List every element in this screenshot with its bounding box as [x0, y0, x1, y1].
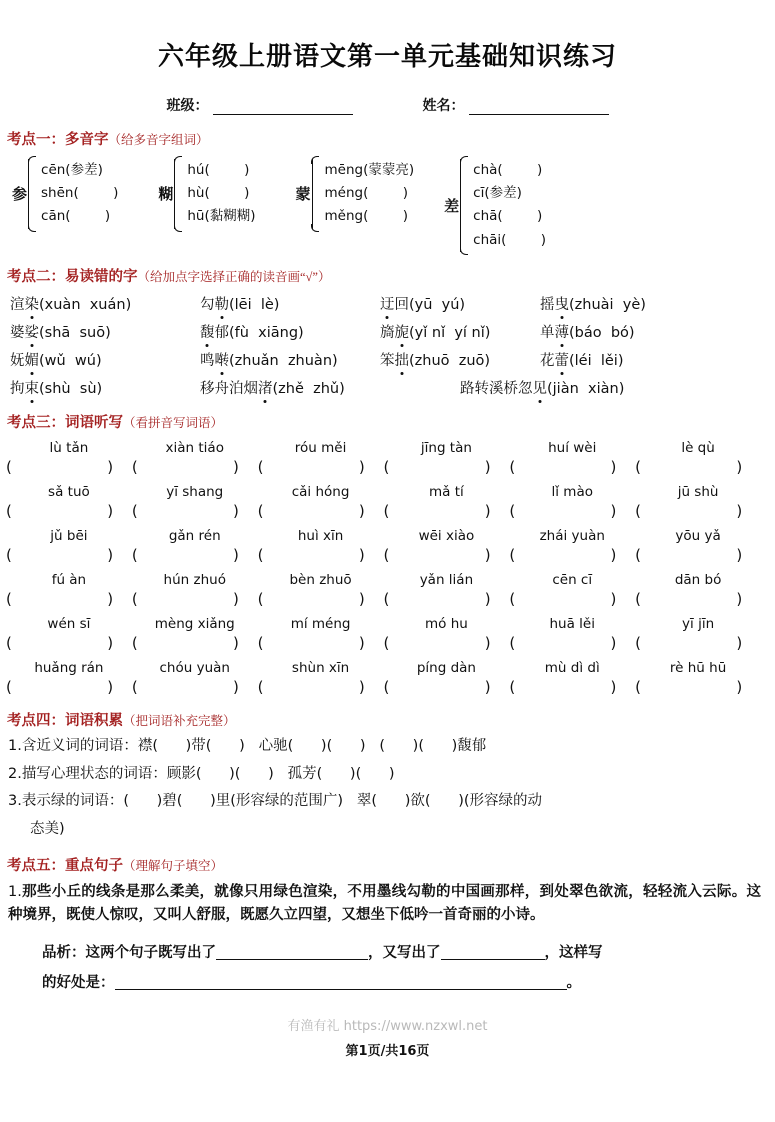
pinyin-choices[interactable]: (yǐ nǐ yí nǐ) [409, 324, 491, 341]
word-prefix: 笨 [380, 352, 395, 369]
pinyin-choices[interactable]: (lēi lè) [229, 296, 280, 313]
dotted-character: 蕾 [555, 349, 570, 370]
polyphone-group-cha [444, 159, 546, 252]
dictation-answer-box[interactable]: ( ) [257, 589, 365, 608]
pronunciation-item[interactable] [460, 377, 624, 398]
dictation-pinyin-row [0, 528, 775, 544]
pronunciation-item[interactable] [540, 293, 646, 314]
section-3-label: 考点三： [7, 414, 65, 431]
dictation-answer-box[interactable]: ( ) [6, 545, 114, 564]
section-4-label: 考点四： [7, 712, 65, 729]
polyphone-char: 差 [444, 196, 460, 215]
vocab-line-2[interactable]: 2.描写心理状态的词语：顾影( )( ) 孤芳( )( ) [8, 765, 395, 782]
dictation-answer-box[interactable]: ( ) [383, 677, 491, 696]
name-blank[interactable] [469, 100, 609, 115]
dotted-character: 旎 [395, 321, 410, 342]
dictation-answer-box[interactable]: ( ) [6, 677, 114, 696]
dictation-rows [0, 440, 775, 696]
section-2-hint: （给加点字选择正确的读音画“√”） [137, 269, 331, 284]
pronunciation-item[interactable] [380, 321, 540, 342]
dictation-answer-box[interactable]: ( ) [257, 545, 365, 564]
pronunciation-rows [0, 293, 775, 398]
dictation-pinyin-row [0, 660, 775, 676]
dictation-answer-box[interactable]: ( ) [383, 457, 491, 476]
section-3-hint: （看拼音写词语） [123, 415, 224, 430]
dictation-answer-row [0, 590, 775, 608]
dictation-answer-box[interactable]: ( ) [131, 545, 239, 564]
word-prefix: 婆 [10, 324, 25, 341]
dotted-character: 啭 [215, 349, 230, 370]
dictation-answer-box[interactable]: ( ) [383, 589, 491, 608]
dictation-pinyin: lè qù [681, 439, 715, 456]
dotted-character: 拙 [395, 349, 410, 370]
dictation-answer-box[interactable]: ( ) [131, 633, 239, 652]
dictation-answer-box[interactable]: ( ) [6, 589, 114, 608]
dictation-answer-box[interactable]: ( ) [509, 633, 617, 652]
dictation-pinyin-row [0, 484, 775, 500]
word-prefix: 拘 [10, 380, 25, 397]
pronunciation-item[interactable] [10, 377, 200, 398]
word-prefix: 勾 [200, 296, 215, 313]
analysis-label: 品析： [42, 944, 86, 961]
dictation-answer-box[interactable]: ( ) [635, 677, 743, 696]
dictation-answer-box[interactable]: ( ) [6, 457, 114, 476]
analysis-end: 。 [566, 975, 581, 992]
dictation-answer-box[interactable]: ( ) [383, 633, 491, 652]
polyphone-item[interactable]: cī(参差) [473, 185, 522, 202]
section-heading-1 [7, 128, 775, 149]
dictation-pinyin: huì xīn [297, 527, 344, 544]
pronunciation-item[interactable] [540, 321, 635, 342]
dictation-answer-box[interactable]: ( ) [6, 633, 114, 652]
word-prefix: 花 [540, 352, 555, 369]
dictation-pinyin: huí wèi [548, 439, 597, 456]
dictation-pinyin: wēi xiào [418, 527, 475, 544]
word-prefix: 移舟泊烟 [200, 380, 258, 397]
polyphone-item[interactable]: cēn(参差) [41, 162, 103, 178]
section-5-hint: （理解句子填空） [123, 858, 224, 873]
dictation-answer-box[interactable]: ( ) [635, 457, 743, 476]
pinyin-choices[interactable]: (báo bó) [569, 324, 635, 341]
dictation-pinyin: wén sī [47, 615, 91, 632]
passage-text: 那些小丘的线条是那么柔美，就像只用绿色渲染，不用墨线勾勒的中国画那样，到处翠色欲流，轻轻流入云际。这种境界，既使人惊叹，又叫人舒服，既愿久立四望，又想坐下低吟一首奇丽的小诗。 [8, 883, 761, 924]
brace-icon [174, 159, 184, 229]
pronunciation-row [0, 349, 775, 370]
polyphone-item[interactable]: chāi( ) [473, 231, 547, 248]
dictation-answer-row [0, 634, 775, 652]
dictation-pinyin: hún zhuó [163, 571, 226, 588]
dictation-pinyin-row [0, 616, 775, 632]
dictation-pinyin: mǎ tí [429, 483, 464, 500]
section-1-label: 考点一： [7, 132, 65, 148]
section-3-keyword: 词语听写 [65, 414, 123, 431]
analysis-part-3: ，这样写 [544, 944, 603, 961]
pinyin-choices[interactable]: (yū yú) [409, 296, 466, 313]
dictation-answer-box[interactable]: ( ) [635, 545, 743, 564]
section-heading-2 [7, 265, 775, 286]
polyphone-item[interactable]: shēn( ) [41, 185, 119, 202]
pronunciation-item[interactable] [200, 321, 380, 342]
pinyin-choices[interactable]: (zhuō zuō) [409, 352, 491, 369]
dictation-pinyin: sǎ tuō [48, 483, 90, 500]
dictation-pinyin: mèng xiǎng [154, 615, 235, 632]
word-suffix: 郁 [214, 324, 229, 341]
pronunciation-item[interactable] [540, 349, 624, 370]
dictation-pinyin: mí méng [290, 615, 351, 632]
section-heading-3 [7, 411, 775, 432]
dictation-pinyin: yī jīn [682, 615, 715, 632]
dictation-pinyin: huā lěi [549, 615, 595, 632]
polyphone-items [325, 159, 415, 229]
pronunciation-item[interactable] [10, 349, 200, 370]
brace-icon [312, 159, 322, 229]
pronunciation-item[interactable] [200, 377, 460, 398]
pinyin-choices[interactable]: (fù xiāng) [229, 324, 304, 341]
dictation-pinyin: fú àn [51, 571, 87, 588]
dictation-pinyin: mù dì dì [544, 659, 600, 676]
dictation-pinyin: dān bó [674, 571, 722, 588]
page-title: 六年级上册语文第一单元基础知识练习 [157, 42, 617, 72]
dictation-pinyin: yōu yǎ [675, 527, 721, 544]
dictation-pinyin: lù tǎn [49, 439, 89, 456]
pronunciation-item[interactable] [380, 293, 540, 314]
student-info-line [0, 95, 775, 115]
brace-icon [28, 159, 38, 229]
pinyin-choices[interactable]: (zhuài yè) [569, 296, 646, 313]
dictation-pinyin: róu měi [294, 439, 347, 456]
dotted-character: 束 [25, 377, 40, 398]
passage-number: 1. [8, 883, 22, 900]
vocab-line-1[interactable]: 1.含近义词的词语：襟( )带( ) 心驰( )( ) ( )( )馥郁 [8, 737, 487, 754]
pinyin-choices[interactable]: (shù sù) [39, 380, 103, 397]
dictation-answer-box[interactable]: ( ) [509, 501, 617, 520]
dictation-answer-box[interactable]: ( ) [509, 677, 617, 696]
word-suffix: 回 [394, 296, 409, 313]
dictation-pinyin: yǎn lián [419, 571, 474, 588]
word-prefix: 单 [540, 324, 555, 341]
polyphone-char: 参 [12, 185, 28, 204]
dictation-pinyin: zhái yuàn [539, 527, 605, 544]
section-5-label: 考点五： [7, 857, 65, 874]
word-prefix: 旖 [380, 324, 395, 341]
section-heading-4 [7, 709, 775, 730]
dictation-pinyin-row [0, 440, 775, 456]
pronunciation-item[interactable] [10, 293, 200, 314]
dictation-answer-row [0, 458, 775, 476]
dictation-pinyin: xiàn tiáo [165, 439, 224, 456]
dotted-character: 迂 [380, 293, 395, 314]
polyphone-char: 糊 [158, 185, 174, 204]
dotted-character: 见 [533, 377, 548, 398]
dictation-pinyin: mó hu [425, 615, 468, 632]
polyphone-item[interactable]: hù( ) [187, 185, 250, 202]
polyphone-group-meng [296, 159, 415, 229]
word-prefix: 渲 [10, 296, 25, 313]
pronunciation-item[interactable] [200, 349, 380, 370]
dictation-answer-row [0, 546, 775, 564]
pinyin-choices[interactable]: (léi lěi) [569, 352, 624, 369]
polyphone-char: 蒙 [295, 185, 311, 204]
dotted-character: 渚 [258, 377, 273, 398]
polyphone-group-can [12, 159, 118, 229]
dictation-answer-box[interactable]: ( ) [509, 457, 617, 476]
brace-icon [460, 159, 470, 252]
dictation-pinyin: jū shù [677, 483, 719, 500]
polyphone-item[interactable]: hú( ) [187, 162, 250, 178]
pinyin-choices[interactable]: (zhě zhǔ) [272, 380, 345, 397]
pinyin-choices[interactable]: (wǔ wú) [39, 352, 102, 369]
dictation-pinyin: cǎi hóng [291, 483, 350, 500]
analysis-blank-3[interactable] [115, 974, 567, 990]
pinyin-choices[interactable]: (jiàn xiàn) [547, 380, 625, 397]
dictation-pinyin: jīng tàn [420, 439, 472, 456]
polyphone-group-hu [158, 159, 255, 229]
name-field [423, 95, 609, 115]
pronunciation-row [0, 293, 775, 314]
dotted-character: 染 [25, 293, 40, 314]
dictation-pinyin: cēn cī [552, 571, 593, 588]
dictation-answer-box[interactable]: ( ) [383, 545, 491, 564]
class-blank[interactable] [213, 100, 353, 115]
dictation-answer-box[interactable]: ( ) [383, 501, 491, 520]
dictation-answer-row [0, 678, 775, 696]
dictation-answer-box[interactable]: ( ) [635, 633, 743, 652]
dotted-character: 馥 [200, 321, 215, 342]
dictation-answer-box[interactable]: ( ) [131, 457, 239, 476]
polyphone-item[interactable]: chà( ) [473, 162, 543, 178]
dictation-pinyin: yī shang [166, 483, 224, 500]
word-prefix: 鸣 [200, 352, 215, 369]
polyphone-item[interactable]: cān( ) [41, 208, 111, 225]
word-prefix: 摇 [540, 296, 555, 313]
section-2-keyword: 易读错的字 [65, 268, 138, 285]
vocab-line-3[interactable]: 3.表示绿的词语：( )碧( )里(形容绿的范围广) 翠( )欲( )(形容绿的动 [8, 793, 543, 810]
dictation-pinyin: shùn xīn [291, 659, 350, 676]
dictation-answer-box[interactable]: ( ) [6, 501, 114, 520]
word-prefix: 妩 [10, 352, 25, 369]
key-sentence-passage [0, 881, 761, 928]
polyphone-item[interactable]: hū(黏糊糊) [187, 208, 256, 225]
analysis-line-2 [42, 968, 761, 998]
analysis-part-4: 的好处是： [42, 975, 115, 992]
analysis-line-1 [42, 938, 761, 968]
pronunciation-item[interactable] [10, 321, 200, 342]
dictation-answer-box[interactable]: ( ) [257, 677, 365, 696]
polyphone-items [41, 159, 118, 229]
class-field [167, 95, 353, 115]
pronunciation-item[interactable] [200, 293, 380, 314]
dotted-character: 娑 [25, 321, 40, 342]
analysis-blank-2[interactable] [441, 944, 545, 960]
dictation-answer-box[interactable]: ( ) [131, 677, 239, 696]
dictation-pinyin: jǔ bēi [50, 527, 88, 544]
dictation-answer-box[interactable]: ( ) [131, 501, 239, 520]
dotted-character: 薄 [555, 321, 570, 342]
page-number: 第1页/共16页 [345, 1043, 430, 1059]
vocab-line-3-cont: 态美) [30, 821, 65, 838]
class-label: 班级： [166, 98, 209, 114]
polyphone-item[interactable]: mēng(蒙蒙亮) [324, 162, 415, 178]
section-2-label: 考点二： [7, 268, 65, 285]
section-5-keyword: 重点句子 [65, 857, 123, 874]
dictation-answer-box[interactable]: ( ) [257, 501, 365, 520]
dotted-character: 曳 [555, 293, 570, 314]
dictation-pinyin-row [0, 572, 775, 588]
analysis-block [0, 938, 761, 999]
word-prefix: 路转溪桥忽 [460, 380, 533, 397]
dictation-answer-box[interactable]: ( ) [257, 457, 365, 476]
dotted-character: 媚 [25, 349, 40, 370]
analysis-blank-1[interactable] [216, 944, 368, 960]
dictation-answer-row [0, 502, 775, 520]
dictation-answer-box[interactable]: ( ) [635, 589, 743, 608]
analysis-part-2: ，又写出了 [368, 944, 441, 961]
dictation-answer-box[interactable]: ( ) [509, 589, 617, 608]
section-1-hint: （给多音字组词） [108, 133, 209, 147]
pinyin-choices[interactable]: (zhuǎn zhuàn) [229, 352, 338, 369]
polyphone-item[interactable]: chā( ) [473, 208, 543, 225]
section-heading-5 [7, 854, 775, 875]
analysis-part-1: 这两个句子既写出了 [85, 944, 216, 961]
pronunciation-row [0, 321, 775, 342]
dictation-answer-box[interactable]: ( ) [131, 589, 239, 608]
dictation-answer-box[interactable]: ( ) [509, 545, 617, 564]
dictation-answer-box[interactable]: ( ) [635, 501, 743, 520]
dictation-pinyin: píng dàn [416, 659, 476, 676]
dictation-pinyin: huǎng rán [34, 659, 104, 676]
pinyin-choices[interactable]: (shā suō) [39, 324, 111, 341]
pronunciation-row [0, 377, 775, 398]
polyphone-items [187, 159, 255, 229]
dictation-answer-box[interactable]: ( ) [257, 633, 365, 652]
section-4-keyword: 词语积累 [65, 712, 123, 729]
dictation-pinyin: bèn zhuō [289, 571, 352, 588]
name-label: 姓名： [422, 98, 465, 114]
dictation-pinyin: gǎn rén [168, 527, 221, 544]
dictation-pinyin: lǐ mào [551, 483, 593, 500]
dictation-pinyin: chóu yuàn [159, 659, 230, 676]
watermark: 有渔有礼 https://www.nzxwl.net [287, 1018, 488, 1034]
dictation-pinyin: rè hū hū [669, 659, 727, 676]
dotted-character: 勒 [215, 293, 230, 314]
polyphone-item[interactable]: měng( ) [324, 208, 408, 225]
section-1-keyword: 多音字 [65, 132, 109, 148]
section-4-hint: （把词语补充完整） [123, 713, 236, 728]
polyphone-item[interactable]: méng( ) [324, 185, 408, 202]
polyphone-row [0, 159, 775, 252]
pinyin-choices[interactable]: (xuàn xuán) [39, 296, 132, 313]
pronunciation-item[interactable] [380, 349, 540, 370]
polyphone-items [473, 159, 546, 252]
